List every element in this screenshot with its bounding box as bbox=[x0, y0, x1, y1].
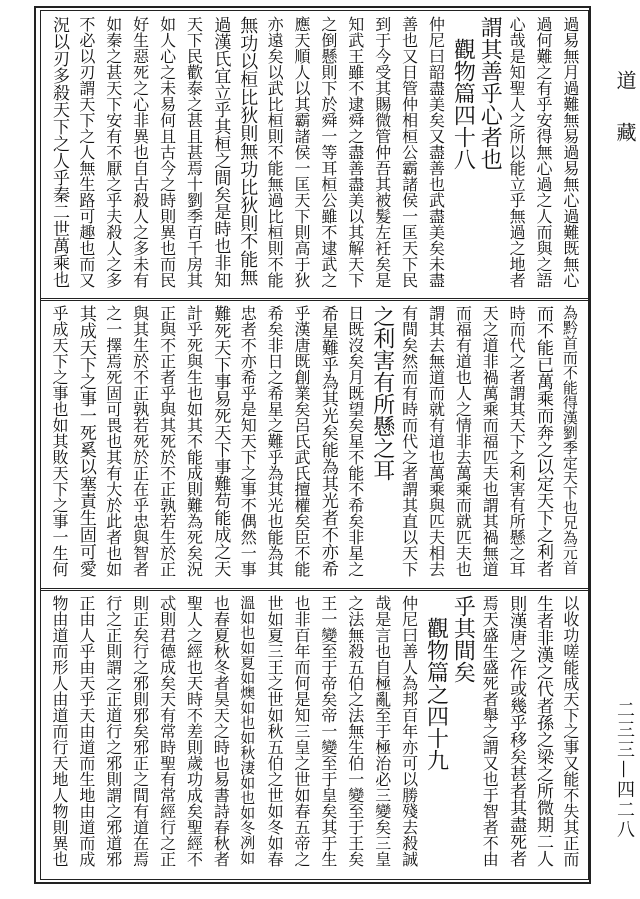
text-column: 物由道而形人由道而行天地人物則異也 bbox=[50, 595, 69, 867]
text-column: 仲尼曰善人為邦百年亦可以勝殘去殺誠 bbox=[399, 595, 419, 867]
text-column: 難死天下事易死天下事難苟能成之天 bbox=[210, 305, 231, 577]
text-column: 時而代之者謂其天下之利害有所懸之耳 bbox=[507, 305, 527, 577]
text-column: 聖人之經也天時不差則歲功成矣聖經不 bbox=[184, 595, 204, 867]
text-panel-bottom bbox=[42, 595, 587, 877]
text-column: 如人心之未易何且古今之時則異也而民 bbox=[157, 16, 177, 288]
text-column: 為黔首而不能得漢劉季定天下也兄為元首 bbox=[560, 305, 579, 575]
text-column: 世如夏三王之世如秋五伯之世如冬如春 bbox=[265, 595, 285, 867]
text-column: 正由人乎由天乎天由道而生地由道而成 bbox=[76, 595, 96, 867]
text-column: 不必以刃謂天下之人無生路可趣也而又 bbox=[76, 16, 96, 288]
text-column: 希矣非日之希星之難乎為其光也能為其 bbox=[265, 305, 285, 577]
text-column: 如秦之甚天下安有不厭之乎夫殺人之多 bbox=[103, 16, 123, 288]
panel-divider-1 bbox=[40, 298, 589, 299]
text-column: 之一擇焉死固可畏也其有大於此者也如 bbox=[103, 305, 123, 577]
text-column: 與其生於不正孰若死於正在乎忠與智者 bbox=[130, 305, 150, 577]
text-column: 焉天盛生盛死者舉之謂又也于智者不由 bbox=[480, 595, 500, 867]
text-column: 觀物篇之四十九 bbox=[423, 595, 449, 771]
text-column: 仲尼曰韶盡美矣又盡善也武盡美矣未盡 bbox=[426, 16, 446, 288]
text-panel-top bbox=[42, 16, 587, 296]
margin-page-number: 二三三—四二八 bbox=[614, 700, 635, 840]
text-panel-middle bbox=[42, 305, 587, 585]
margin-title: 道 藏 bbox=[613, 70, 637, 148]
text-column: 之利害有所懸之耳 bbox=[369, 305, 395, 481]
text-column: 心哉是知聖人之所以能立乎無過之地者 bbox=[507, 16, 527, 288]
text-column: 過漢氏宜立乎其桓之間矣是時也非知 bbox=[210, 16, 231, 288]
text-column: 天之道非禍萬乘而福匹夫也謂其禍無道 bbox=[480, 305, 500, 577]
panel-divider-1b bbox=[40, 300, 589, 301]
text-column: 忠者不亦希乎是知天下之事不偶然一事 bbox=[238, 305, 258, 577]
text-column: 好生惡死之心非異也自古殺人之多未有 bbox=[130, 16, 150, 288]
text-column: 日既沒矣月既望矣星不能不希矣非星之 bbox=[345, 305, 365, 577]
text-column: 乎漢唐既創業矣呂氏武氏擅權矣臣不能 bbox=[292, 305, 312, 577]
text-column: 而不能已萬乘而奔之以定天下之利者 bbox=[533, 305, 554, 577]
text-column: 知武王雖不逮舜之盡善盡美以其解天下 bbox=[345, 16, 365, 288]
text-column: 王一變至于帝矣帝一變至于皇矣其于生 bbox=[318, 595, 338, 867]
text-column: 之倒懸則下於舜一等耳桓公雖不逮武之 bbox=[318, 16, 338, 288]
text-column: 之法無殺五伯之法無生伯一變至于王矣 bbox=[345, 595, 365, 867]
text-column: 正與不正者乎與其死於不正孰若生於正 bbox=[157, 305, 177, 577]
text-column: 有間矣然而有時而代之者謂其直以天下 bbox=[399, 305, 419, 577]
text-column: 計乎死與生也如其不能成則難為死矣況 bbox=[184, 305, 204, 577]
text-column: 觀物篇四十八 bbox=[450, 16, 476, 170]
text-column: 以收功嗟能成天下之事又能不失其正而 bbox=[560, 595, 580, 867]
text-column: 則正矣行之邪則邪矣邪正之間有道在焉 bbox=[130, 595, 150, 867]
text-column: 則漢唐之作或幾乎移矣甚者其盡死者 bbox=[506, 595, 527, 867]
panel-divider-2 bbox=[40, 588, 589, 589]
text-column: 乎成天下之事也如其敗天下之事一生何 bbox=[50, 305, 69, 577]
text-column: 生者非漢之代者孫之梁之所微期二人 bbox=[533, 595, 554, 867]
text-column: 應天順人以其霸諸侯一匡天下則高于狄 bbox=[292, 16, 312, 288]
text-column: 其成天下之事一死奚以塞責生固可愛 bbox=[75, 305, 96, 577]
text-column: 忒則君德成矣天有常時聖有常經行之正 bbox=[157, 595, 177, 867]
text-column: 哉是言也自極亂至于極治必三變矣三皇 bbox=[372, 595, 392, 867]
panel-divider-2b bbox=[40, 590, 589, 591]
text-column: 況以刃多殺天下之人乎秦二世萬乘也 bbox=[49, 16, 69, 288]
text-column: 亦遠矣以武比桓則不能無過比桓則不能 bbox=[265, 16, 285, 288]
text-column: 謂其去無道而就有道也萬乘與匹夫相去 bbox=[426, 305, 446, 577]
text-column: 善也又日管仲相桓公霸諸侯一匡天下民 bbox=[399, 16, 419, 288]
text-column: 希星難乎為其光矣能為其光者不亦希 bbox=[317, 305, 338, 577]
text-column: 溫如也如夏如燠如也如秋淒如也如冬冽如 bbox=[238, 595, 257, 865]
text-column: 行之正則謂之正道行之邪則謂之邪道邪 bbox=[103, 595, 123, 867]
text-column: 而福有道也人之情非去萬乘而就匹夫也 bbox=[453, 305, 473, 577]
text-column: 也春夏秋冬者昊天之時也易書詩春秋者 bbox=[211, 595, 231, 867]
text-column: 也非百年而何是知三皇之世如春五帝之 bbox=[292, 595, 312, 867]
text-column: 乎其間矣 bbox=[450, 595, 476, 683]
text-column: 無功以桓比狄則無功比狄則不能無 bbox=[237, 16, 259, 286]
text-column: 過何難之有乎安得無心過之人而與之語 bbox=[534, 16, 554, 288]
text-column: 謂其善乎心者也 bbox=[477, 16, 503, 170]
text-column: 天下民歡泰之甚且甚焉十劉季百千房其 bbox=[184, 16, 204, 288]
text-column: 到于今受其賜微管仲吾其被髮左衽矣是 bbox=[372, 16, 392, 288]
text-column: 過易無月過難無易過易無心過難既無心 bbox=[560, 16, 580, 288]
